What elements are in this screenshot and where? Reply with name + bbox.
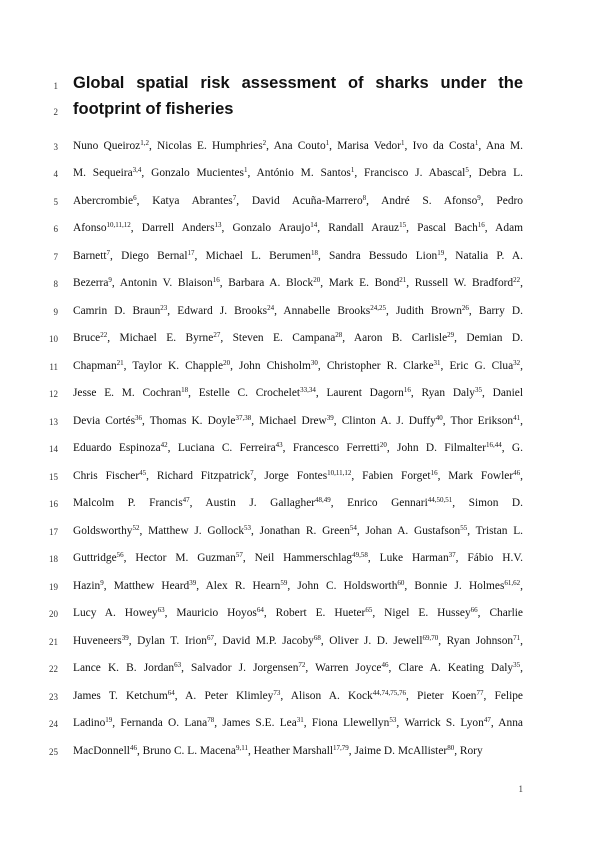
affiliation-superscript: 61,62 <box>504 579 521 587</box>
author-text: , Tristan L. <box>467 525 524 537</box>
author-text: , G. <box>501 442 523 454</box>
author-text: , <box>520 360 524 372</box>
affiliation-superscript: 22 <box>513 276 521 284</box>
affiliation-superscript: 66 <box>470 606 478 614</box>
author-text: , Marisa Vedor <box>329 140 402 152</box>
affiliation-superscript: 73 <box>273 689 281 697</box>
line-number: 19 <box>49 582 58 592</box>
author-text: , Oliver J. D. Jewell <box>320 635 423 647</box>
author-text: , Anna <box>490 717 523 729</box>
author-text: , Jorge Fontes <box>253 470 328 482</box>
affiliation-superscript: 54 <box>349 524 357 532</box>
author-text: Guttridge <box>73 552 117 564</box>
author-text: James T. Ketchum <box>73 690 168 702</box>
author-text: , Francisco J. Abascal <box>354 167 466 179</box>
line-number: 8 <box>53 279 58 289</box>
author-text: Afonso <box>73 222 107 234</box>
author-text: , Fiona Llewellyn <box>303 717 390 729</box>
author-line <box>73 551 523 565</box>
affiliation-superscript: 45 <box>139 469 147 477</box>
affiliation-superscript: 28 <box>335 331 343 339</box>
author-text: , Bruno C. L. Macena <box>136 745 236 757</box>
author-text: , Michael Drew <box>251 415 327 427</box>
author-text: , Heather Marshall <box>247 745 334 757</box>
author-text: , Luciana C. Ferreira <box>167 442 276 454</box>
author-text: , Michael L. Berumen <box>194 250 311 262</box>
affiliation-superscript: 13 <box>214 221 222 229</box>
line-number: 16 <box>49 499 58 509</box>
author-text: , Antonin V. Blaison <box>111 277 213 289</box>
affiliation-superscript: 69,70 <box>422 634 439 642</box>
line-number: 6 <box>53 224 58 234</box>
author-text: , Matthew Heard <box>103 580 190 592</box>
line-number: 20 <box>49 609 58 619</box>
affiliation-superscript: 24,25 <box>370 304 386 312</box>
author-text: , Aaron B. Carlisle <box>342 332 448 344</box>
author-text: , Laurent Dagorn <box>315 387 404 399</box>
affiliation-superscript: 24 <box>267 304 275 312</box>
affiliation-superscript: 53 <box>244 524 252 532</box>
author-text: , Felipe <box>483 690 523 702</box>
author-text: , Pascal Bach <box>406 222 478 234</box>
author-text: , Natalia P. A. <box>444 250 523 262</box>
affiliation-superscript: 29 <box>447 331 455 339</box>
author-text: , André S. Afonso <box>366 195 478 207</box>
author-text: , Mark E. Bond <box>320 277 400 289</box>
author-text: Jesse E. M. Cochran <box>73 387 182 399</box>
author-text: Bezerra <box>73 277 109 289</box>
affiliation-superscript: 48,49 <box>315 496 331 504</box>
author-text: , Estelle C. Crochelet <box>188 387 301 399</box>
affiliation-superscript: 57 <box>235 551 243 559</box>
affiliation-superscript: 67 <box>206 634 214 642</box>
affiliation-superscript: 37,38 <box>235 414 252 422</box>
affiliation-superscript: 8 <box>362 194 367 202</box>
author-line <box>73 276 523 290</box>
author-line <box>73 441 523 455</box>
author-text: , James S.E. Lea <box>214 717 297 729</box>
author-line <box>73 661 523 675</box>
author-text: M. Sequeira <box>73 167 133 179</box>
author-line <box>73 221 523 235</box>
affiliation-superscript: 68 <box>313 634 321 642</box>
author-text: , Adam <box>484 222 524 234</box>
author-text: , Matthew J. Gollock <box>139 525 245 537</box>
affiliation-superscript: 27 <box>213 331 221 339</box>
author-text: , Jaime D. McAllister <box>348 745 448 757</box>
affiliation-superscript: 16,44 <box>486 441 502 449</box>
author-text: Lance K. B. Jordan <box>73 662 175 674</box>
author-line <box>73 359 523 373</box>
author-text: , Rory <box>454 745 483 757</box>
title-line: footprint of fisheries <box>73 100 234 118</box>
author-text: , Salvador J. Jorgensen <box>181 662 299 674</box>
author-text: Chris Fischer <box>73 470 140 482</box>
author-text: , Steven E. Campana <box>220 332 336 344</box>
author-text: , Fábio H.V. <box>455 552 523 564</box>
affiliation-superscript: 9 <box>100 579 104 587</box>
affiliation-superscript: 31 <box>296 716 304 724</box>
author-line <box>73 496 523 510</box>
affiliation-superscript: 5 <box>465 166 469 174</box>
author-text: Hazin <box>73 580 101 592</box>
affiliation-superscript: 47 <box>483 716 491 724</box>
affiliation-superscript: 7 <box>106 249 111 257</box>
line-number: 11 <box>49 362 58 372</box>
author-text: , Michael E. Byrne <box>107 332 214 344</box>
affiliation-superscript: 7 <box>232 194 237 202</box>
author-text: , António M. Santos <box>247 167 351 179</box>
affiliation-superscript: 18 <box>310 249 318 257</box>
affiliation-superscript: 46 <box>381 661 389 669</box>
author-text: , <box>520 635 523 647</box>
line-number: 23 <box>49 692 58 702</box>
author-text: , Nigel E. Hussey <box>372 607 471 619</box>
author-line <box>73 249 523 263</box>
affiliation-superscript: 80 <box>447 744 455 752</box>
author-text: , Pedro <box>480 195 524 207</box>
author-line <box>73 469 523 483</box>
author-text: , <box>520 277 523 289</box>
affiliation-superscript: 65 <box>365 606 373 614</box>
affiliation-superscript: 7 <box>250 469 254 477</box>
author-text: Lucy A. Howey <box>73 607 158 619</box>
affiliation-superscript: 10,11,12 <box>327 469 352 477</box>
author-text: , Ryan Johnson <box>438 635 514 647</box>
affiliation-superscript: 39 <box>189 579 197 587</box>
author-text: , Judith Brown <box>385 305 462 317</box>
affiliation-superscript: 22 <box>100 331 108 339</box>
affiliation-superscript: 9 <box>477 194 481 202</box>
author-line <box>73 414 523 428</box>
line-number: 25 <box>49 747 58 757</box>
affiliation-superscript: 47 <box>182 496 190 504</box>
author-text: , Ivo da Costa <box>404 140 475 152</box>
affiliation-superscript: 21 <box>399 276 407 284</box>
affiliation-superscript: 15 <box>399 221 407 229</box>
author-text: , <box>520 580 523 592</box>
author-text: , Russell W. Bradford <box>406 277 514 289</box>
affiliation-superscript: 41 <box>513 414 521 422</box>
line-number: 13 <box>49 417 58 427</box>
line-number: 2 <box>53 107 58 117</box>
affiliation-superscript: 16 <box>477 221 485 229</box>
author-line <box>73 744 523 758</box>
author-text: , Debra L. <box>468 167 523 179</box>
line-number: 24 <box>49 719 58 729</box>
author-text: , Gonzalo Mucientes <box>141 167 244 179</box>
affiliation-superscript: 43 <box>275 441 283 449</box>
author-text: Chapman <box>73 360 117 372</box>
author-text: , Randall Arauz <box>317 222 400 234</box>
affiliation-superscript: 36 <box>135 414 142 422</box>
author-text: , Simon D. <box>452 497 524 509</box>
author-text: , Neil Hammerschlag <box>242 552 353 564</box>
author-text: , Dylan T. Irion <box>128 635 207 647</box>
author-text: , Taylor K. Chapple <box>123 360 224 372</box>
author-line <box>73 139 523 153</box>
line-number: 4 <box>53 169 58 179</box>
affiliation-superscript: 20 <box>313 276 321 284</box>
line-number: 21 <box>49 637 58 647</box>
author-text: , Ryan Daly <box>410 387 475 399</box>
author-text: , Francesco Ferretti <box>282 442 380 454</box>
author-text: , Diego Bernal <box>110 250 188 262</box>
line-number: 10 <box>49 334 58 344</box>
author-text: , Demian D. <box>454 332 523 344</box>
affiliation-superscript: 1 <box>243 166 248 174</box>
affiliation-superscript: 10,11,12 <box>106 221 131 229</box>
affiliation-superscript: 78 <box>207 716 215 724</box>
affiliation-superscript: 63 <box>157 606 165 614</box>
author-text: , Johan A. Gustafson <box>356 525 461 537</box>
author-text: , Nicolas E. Humphries <box>148 140 263 152</box>
affiliation-superscript: 16 <box>212 276 220 284</box>
author-text: , Warrick S. Lyon <box>396 717 484 729</box>
author-text: , David Acuña-Marrero <box>236 195 363 207</box>
author-text: , Eric G. Clua <box>440 360 514 372</box>
affiliation-superscript: 18 <box>181 386 189 394</box>
affiliation-superscript: 55 <box>460 524 468 532</box>
line-number: 9 <box>53 307 58 317</box>
line-number: 17 <box>49 527 58 537</box>
affiliation-superscript: 35 <box>513 661 521 669</box>
affiliation-superscript: 39 <box>121 634 129 642</box>
author-text: , Fabien Forget <box>351 470 431 482</box>
affiliation-superscript: 44,74,75,76 <box>372 689 406 697</box>
affiliation-superscript: 26 <box>461 304 469 312</box>
author-text: , <box>520 662 523 674</box>
author-text: Eduardo Espinoza <box>73 442 161 454</box>
affiliation-superscript: 72 <box>298 661 306 669</box>
author-text: , Edward J. Brooks <box>167 305 268 317</box>
affiliation-superscript: 56 <box>116 551 124 559</box>
affiliation-superscript: 30 <box>310 359 318 367</box>
author-text: , Annabelle Brooks <box>274 305 371 317</box>
affiliation-superscript: 20 <box>379 441 387 449</box>
title-line: Global spatial risk assessment of sharks under the <box>73 74 523 92</box>
author-text: , Ana M. <box>478 140 523 152</box>
author-line <box>73 716 523 730</box>
author-text: , Hector M. Guzman <box>123 552 236 564</box>
author-text: , Luke Harman <box>367 552 449 564</box>
author-line <box>73 166 523 180</box>
affiliation-superscript: 52 <box>132 524 140 532</box>
affiliation-superscript: 1 <box>474 139 479 147</box>
author-text: Ladino <box>73 717 106 729</box>
affiliation-superscript: 33,34 <box>300 386 316 394</box>
author-text: , Clinton A. J. Duffy <box>333 415 436 427</box>
author-text: , Fernanda O. Lana <box>112 717 208 729</box>
affiliation-superscript: 64 <box>167 689 175 697</box>
author-text: MacDonnell <box>73 745 130 757</box>
author-line <box>73 304 523 318</box>
author-text: , David M.P. Jacoby <box>213 635 314 647</box>
author-text: , Pieter Koen <box>405 690 477 702</box>
line-number: 3 <box>53 142 58 152</box>
author-text: , Sandra Bessudo Lion <box>317 250 438 262</box>
author-text: , <box>520 415 523 427</box>
affiliation-superscript: 64 <box>256 606 264 614</box>
affiliation-superscript: 2 <box>262 139 267 147</box>
author-text: , John D. Filmalter <box>386 442 486 454</box>
affiliation-superscript: 53 <box>389 716 397 724</box>
affiliation-superscript: 40 <box>435 414 443 422</box>
line-number: 5 <box>53 197 58 207</box>
line-number: 18 <box>49 554 58 564</box>
line-number: 22 <box>49 664 58 674</box>
affiliation-superscript: 1,2 <box>140 139 149 147</box>
affiliation-superscript: 39 <box>326 414 334 422</box>
affiliation-superscript: 23 <box>160 304 168 312</box>
author-line <box>73 579 523 593</box>
line-number: 12 <box>49 389 58 399</box>
affiliation-superscript: 1 <box>350 166 355 174</box>
affiliation-superscript: 14 <box>310 221 318 229</box>
affiliation-superscript: 21 <box>116 359 124 367</box>
affiliation-superscript: 71 <box>513 634 521 642</box>
affiliation-superscript: 31 <box>433 359 441 367</box>
author-text: Huveneers <box>73 635 122 647</box>
author-text: , Austin J. Gallagher <box>189 497 316 509</box>
author-line <box>73 634 523 648</box>
author-text: , Ana Couto <box>266 140 326 152</box>
author-line <box>73 331 523 345</box>
affiliation-superscript: 37 <box>448 551 456 559</box>
author-line <box>73 689 523 703</box>
affiliation-superscript: 3,4 <box>132 166 142 174</box>
author-text: , Mauricio Hoyos <box>164 607 257 619</box>
author-text: , Robert E. Hueter <box>263 607 366 619</box>
affiliation-superscript: 1 <box>325 139 330 147</box>
affiliation-superscript: 17 <box>187 249 195 257</box>
affiliation-superscript: 44,50,51 <box>427 496 453 504</box>
affiliation-superscript: 19 <box>105 716 113 724</box>
author-text: , Mark Fowler <box>437 470 514 482</box>
author-text: , John C. Holdsworth <box>287 580 398 592</box>
affiliation-superscript: 6 <box>133 194 137 202</box>
affiliation-superscript: 49,58 <box>352 551 368 559</box>
author-text: , Darrell Anders <box>130 222 215 234</box>
affiliation-superscript: 9 <box>108 276 112 284</box>
author-text: Barnett <box>73 250 107 262</box>
affiliation-superscript: 19 <box>437 249 445 257</box>
author-text: , Alex R. Hearn <box>196 580 281 592</box>
affiliation-superscript: 46 <box>129 744 137 752</box>
author-line <box>73 194 523 208</box>
author-text: , John Chisholm <box>230 360 311 372</box>
author-text: Camrin D. Braun <box>73 305 161 317</box>
author-text: , Warren Joyce <box>305 662 382 674</box>
author-text: Malcolm P. Francis <box>73 497 183 509</box>
affiliation-superscript: 20 <box>223 359 231 367</box>
affiliation-superscript: 16 <box>403 386 411 394</box>
affiliation-superscript: 46 <box>513 469 521 477</box>
author-text: , Bonnie J. Holmes <box>404 580 505 592</box>
author-line <box>73 606 523 620</box>
page-number: 1 <box>518 784 523 794</box>
author-text: Bruce <box>73 332 101 344</box>
line-number: 7 <box>53 252 58 262</box>
author-text: , Thor Erikson <box>442 415 514 427</box>
affiliation-superscript: 9,11 <box>235 744 248 752</box>
author-text: , Gonzalo Araujo <box>221 222 311 234</box>
author-text: , Clare A. Keating Daly <box>388 662 514 674</box>
affiliation-superscript: 32 <box>513 359 521 367</box>
affiliation-superscript: 1 <box>401 139 405 147</box>
line-number: 14 <box>49 444 58 454</box>
affiliation-superscript: 60 <box>397 579 405 587</box>
author-text: Devia Cortés <box>73 415 135 427</box>
author-text: , Richard Fitzpatrick <box>146 470 251 482</box>
line-number: 1 <box>53 81 58 91</box>
affiliation-superscript: 42 <box>160 441 168 449</box>
affiliation-superscript: 77 <box>476 689 484 697</box>
affiliation-superscript: 59 <box>280 579 288 587</box>
line-number: 15 <box>49 472 58 482</box>
author-line <box>73 386 523 400</box>
author-text: , Barbara A. Block <box>219 277 314 289</box>
author-text: , Christopher R. Clarke <box>317 360 434 372</box>
author-text: , Enrico Gennari <box>330 497 428 509</box>
author-text: , A. Peter Klimley <box>174 690 274 702</box>
author-text: , Barry D. <box>468 305 523 317</box>
author-line <box>73 524 523 538</box>
author-text: Abercrombie <box>73 195 134 207</box>
author-text: , Charlie <box>477 607 523 619</box>
affiliation-superscript: 63 <box>174 661 182 669</box>
author-text: Nuno Queiroz <box>73 140 141 152</box>
author-text: , <box>520 470 523 482</box>
author-text: , Daniel <box>481 387 523 399</box>
author-text: Goldsworthy <box>73 525 133 537</box>
affiliation-superscript: 17,79 <box>333 744 349 752</box>
author-text: , Alison A. Kock <box>280 690 373 702</box>
affiliation-superscript: 35 <box>474 386 482 394</box>
author-text: , Katya Abrantes <box>136 195 233 207</box>
author-text: , Thomas K. Doyle <box>142 415 236 427</box>
affiliation-superscript: 16 <box>430 469 438 477</box>
author-text: , Jonathan R. Green <box>251 525 350 537</box>
